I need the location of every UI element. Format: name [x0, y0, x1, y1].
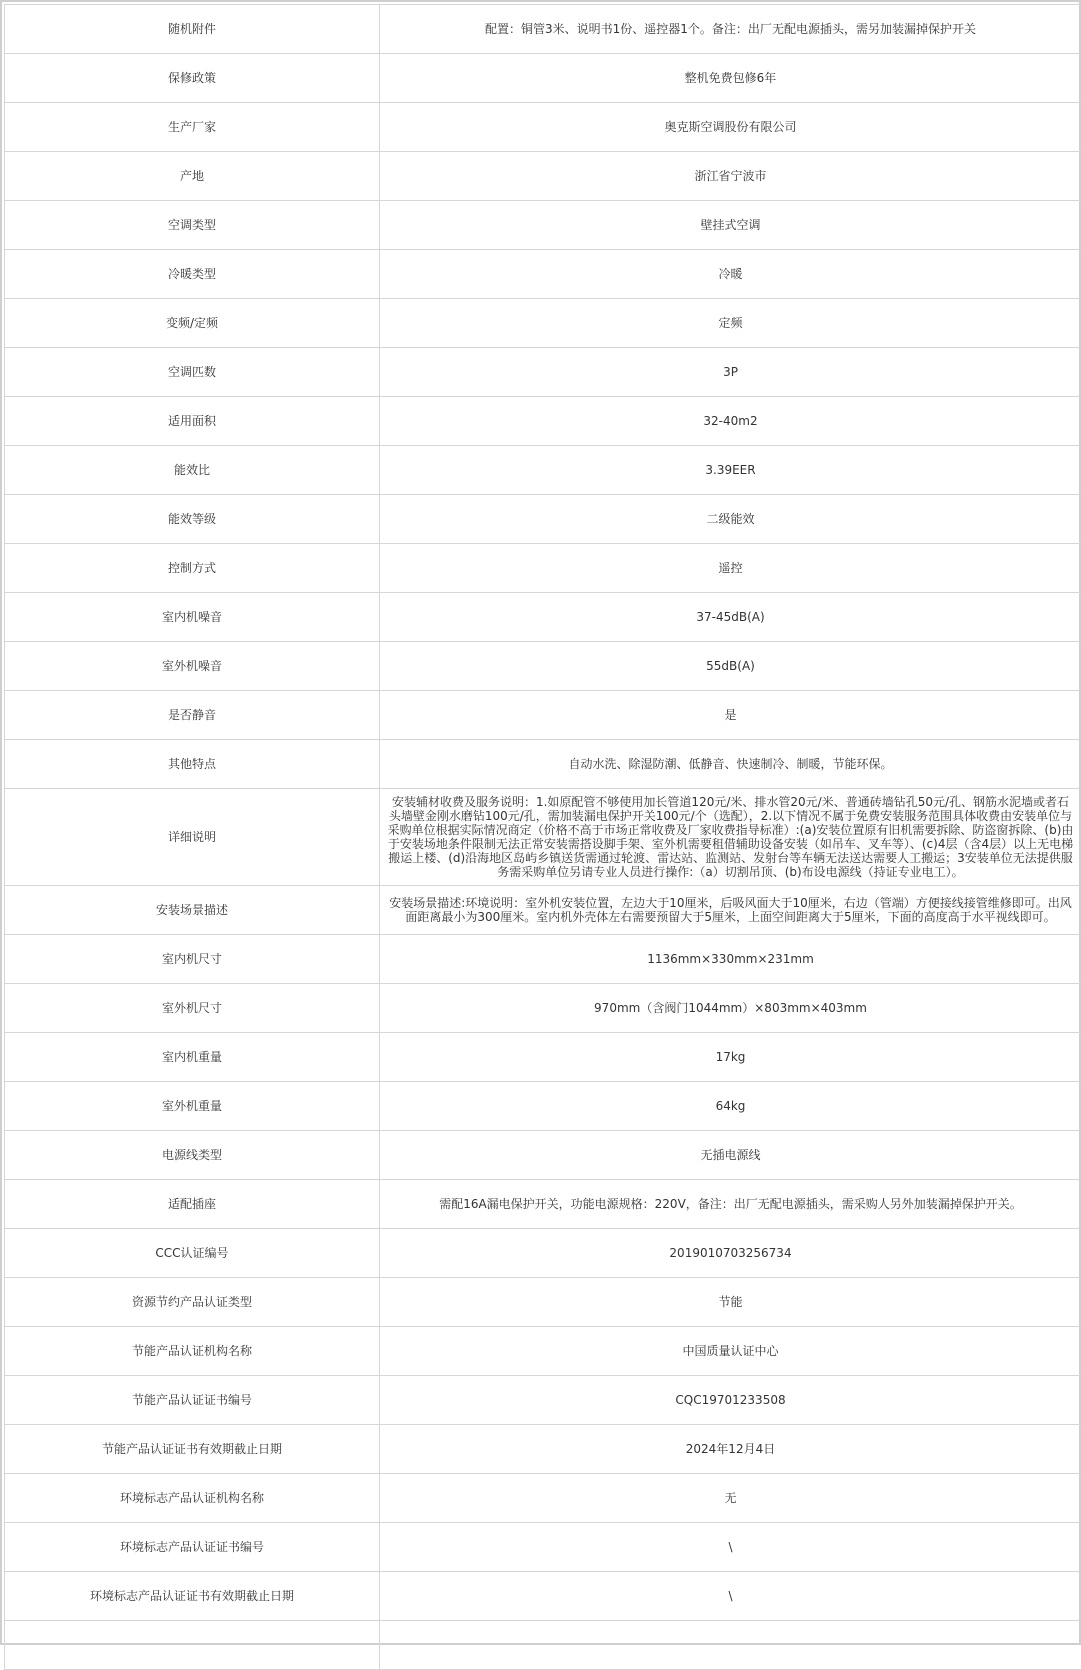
spec-label: 电源线类型: [5, 1131, 380, 1180]
spec-label: 生产厂家: [5, 103, 380, 152]
table-row: [5, 1180, 1081, 1229]
spec-label: 产地: [5, 152, 380, 201]
spec-label: 室外机重量: [5, 1082, 380, 1131]
table-row: [5, 1327, 1081, 1376]
table-row: [5, 1376, 1081, 1425]
spec-label: 空调类型: [5, 201, 380, 250]
table-row: [5, 1621, 1081, 1670]
spec-value: 自动水洗、除湿防潮、低静音、快速制冷、制暖，节能环保。: [380, 740, 1081, 789]
spec-value: 2024年12月4日: [380, 1425, 1081, 1474]
spec-label: 节能产品认证证书有效期截止日期: [5, 1425, 380, 1474]
spec-value: 中国质量认证中心: [380, 1327, 1081, 1376]
spec-label: 变频/定频: [5, 299, 380, 348]
table-row: [5, 1033, 1081, 1082]
spec-value: 3P: [380, 348, 1081, 397]
table-row: [5, 1278, 1081, 1327]
spec-label: 控制方式: [5, 544, 380, 593]
table-row: [5, 886, 1081, 935]
spec-value: 2019010703256734: [380, 1229, 1081, 1278]
spec-label: 保修政策: [5, 54, 380, 103]
spec-label: 详细说明: [5, 789, 380, 886]
spec-value: CQC19701233508: [380, 1376, 1081, 1425]
spec-value: 37-45dB(A): [380, 593, 1081, 642]
spec-value: 安装场景描述:环境说明：室外机安装位置，左边大于10厘米，后吸风面大于10厘米，右边（管端）方便接线接管维修即可。出风面距离最小为300厘米。室内机外壳体左右需要预留大于5厘米，上面空间距离大于5厘米，下面的高度高于水平视线即可。: [380, 886, 1081, 935]
table-row: [5, 495, 1081, 544]
spec-value: 冷暖: [380, 250, 1081, 299]
spec-label: 室内机噪音: [5, 593, 380, 642]
table-row: [5, 544, 1081, 593]
spec-value: 整机免费包修6年: [380, 54, 1081, 103]
spec-value: 1136mm×330mm×231mm: [380, 935, 1081, 984]
spec-value: 节能: [380, 1278, 1081, 1327]
table-row: [5, 446, 1081, 495]
spec-label: 环境标志产品认证机构名称: [5, 1474, 380, 1523]
table-row: [5, 1131, 1081, 1180]
spec-label: CCC认证编号: [5, 1229, 380, 1278]
spec-label: [5, 1621, 380, 1670]
spec-value: 安装辅材收费及服务说明：1.如原配管不够使用加长管道120元/米、排水管20元/米、普通砖墙钻孔50元/孔、钢筋水泥墙或者石头墙壁金刚水磨钻100元/孔，需加装漏电保护开关100元/个（选配），2.以下情况不属于免费安装服务范围具体收费由安装单位与采购单位根据实际情况商定（价格不高于市场正常收费及厂家收费指导标准）:(a)安装位置原有旧机需要拆除、防盗窗拆除、(b)由于安装场地条件限制无法正常安装需搭设脚手架、室外机需要租借辅助设备安装（如吊车、叉车等）、(c)4层（含4层）以上无电梯搬运上楼、(d)沿海地区岛屿乡镇送货需通过轮渡、雷达站、监测站、发射台等车辆无法送达需要人工搬运；3安装单位无法提供服务需采购单位另请专业人员进行操作:（a）切割吊顶、(b)布设电源线（持证专业电工）。: [380, 789, 1081, 886]
spec-value: 需配16A漏电保护开关，功能电源规格：220V，备注：出厂无配电源插头，需采购人另外加装漏掉保护开关。: [380, 1180, 1081, 1229]
spec-label: 能效比: [5, 446, 380, 495]
spec-label: 能效等级: [5, 495, 380, 544]
spec-label: 空调匹数: [5, 348, 380, 397]
spec-label: 室内机重量: [5, 1033, 380, 1082]
spec-label: 适配插座: [5, 1180, 380, 1229]
spec-label: 室内机尺寸: [5, 935, 380, 984]
product-spec-table: [4, 4, 1081, 1670]
spec-value: 3.39EER: [380, 446, 1081, 495]
table-row: [5, 397, 1081, 446]
table-row: [5, 201, 1081, 250]
spec-value: 55dB(A): [380, 642, 1081, 691]
table-row: [5, 740, 1081, 789]
spec-value: 无: [380, 1474, 1081, 1523]
table-row: [5, 348, 1081, 397]
spec-label: 环境标志产品认证证书编号: [5, 1523, 380, 1572]
table-row: [5, 1425, 1081, 1474]
spec-label: 随机附件: [5, 5, 380, 54]
table-row: [5, 691, 1081, 740]
table-row: [5, 642, 1081, 691]
spec-value: \: [380, 1572, 1081, 1621]
spec-value: 定频: [380, 299, 1081, 348]
table-row: [5, 984, 1081, 1033]
spec-value: [380, 1621, 1081, 1670]
spec-label: 室外机尺寸: [5, 984, 380, 1033]
spec-label: 安装场景描述: [5, 886, 380, 935]
spec-value: 32-40m2: [380, 397, 1081, 446]
table-row: [5, 789, 1081, 886]
table-row: [5, 250, 1081, 299]
spec-label: 节能产品认证证书编号: [5, 1376, 380, 1425]
spec-label: 适用面积: [5, 397, 380, 446]
table-row: [5, 593, 1081, 642]
spec-value: 970mm（含阀门1044mm）×803mm×403mm: [380, 984, 1081, 1033]
spec-label: 资源节约产品认证类型: [5, 1278, 380, 1327]
spec-label: 其他特点: [5, 740, 380, 789]
spec-value: 配置：铜管3米、说明书1份、遥控器1个。备注：出厂无配电源插头，需另加装漏掉保护开关: [380, 5, 1081, 54]
spec-label: 室外机噪音: [5, 642, 380, 691]
spec-label: 环境标志产品认证证书有效期截止日期: [5, 1572, 380, 1621]
spec-value: 无插电源线: [380, 1131, 1081, 1180]
table-row: [5, 299, 1081, 348]
table-row: [5, 5, 1081, 54]
table-row: [5, 935, 1081, 984]
table-row: [5, 1523, 1081, 1572]
table-row: [5, 152, 1081, 201]
table-row: [5, 1229, 1081, 1278]
spec-value: 壁挂式空调: [380, 201, 1081, 250]
table-row: [5, 1572, 1081, 1621]
spec-label: 节能产品认证机构名称: [5, 1327, 380, 1376]
table-row: [5, 1474, 1081, 1523]
spec-value: 奥克斯空调股份有限公司: [380, 103, 1081, 152]
table-row: [5, 1082, 1081, 1131]
table-row: [5, 103, 1081, 152]
spec-label: 冷暖类型: [5, 250, 380, 299]
spec-label: 是否静音: [5, 691, 380, 740]
spec-value: 是: [380, 691, 1081, 740]
spec-value: 17kg: [380, 1033, 1081, 1082]
table-row: [5, 54, 1081, 103]
spec-value: 浙江省宁波市: [380, 152, 1081, 201]
spec-value: \: [380, 1523, 1081, 1572]
spec-value: 二级能效: [380, 495, 1081, 544]
spec-value: 64kg: [380, 1082, 1081, 1131]
spec-value: 遥控: [380, 544, 1081, 593]
